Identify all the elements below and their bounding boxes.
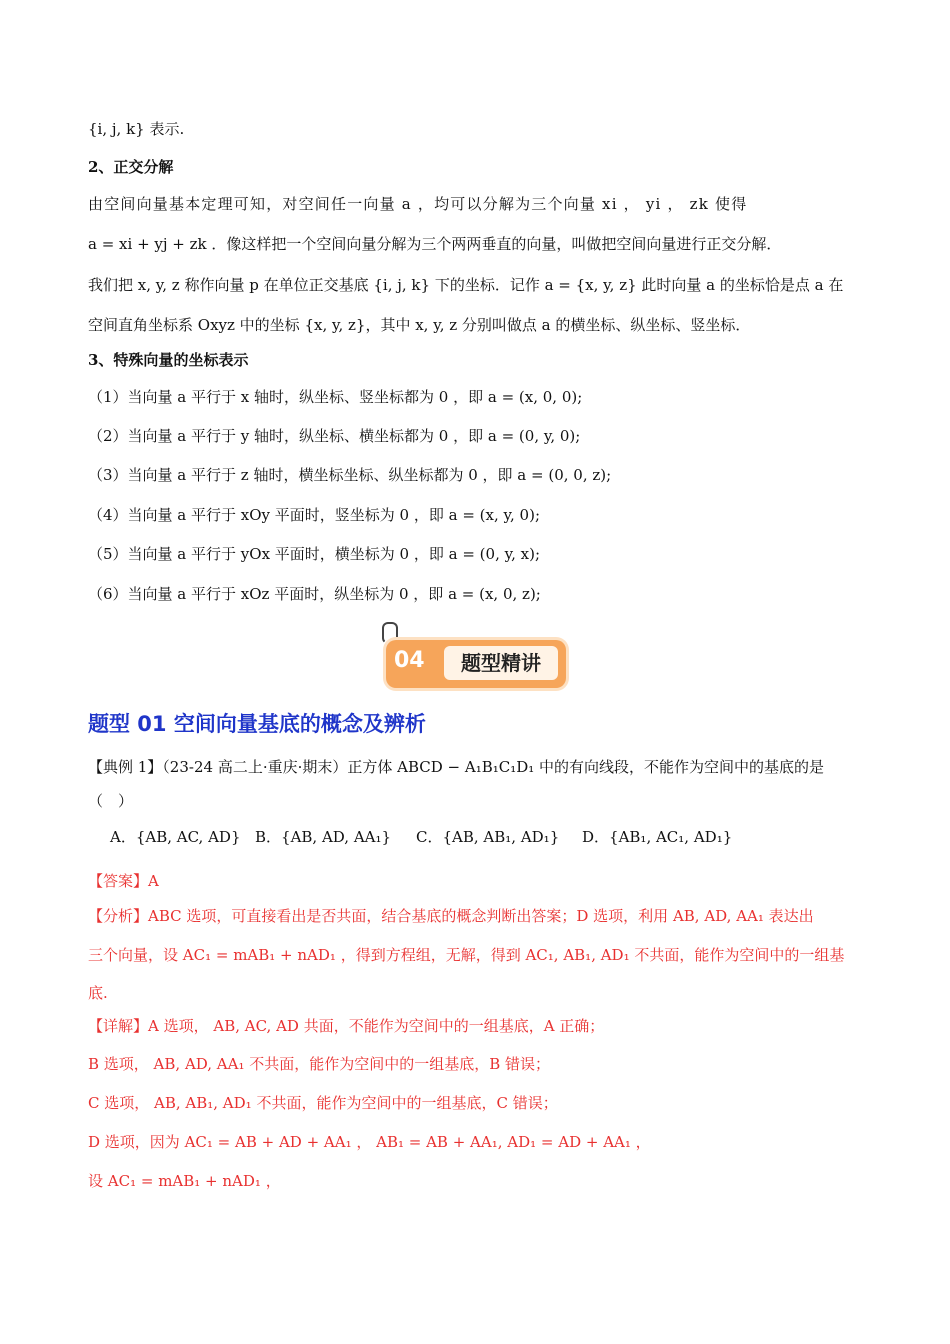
option-a: A．{AB, AC, AD} [110,828,241,846]
case-2: （2）当向量 a 平行于 y 轴时，纵坐标、横坐标都为 0 ，即 a = (0, y, 0); [88,427,581,445]
example-line-2: （ ） [88,792,134,810]
case-4: （4）当向量 a 平行于 xOy 平面时，竖坐标为 0 ，即 a = (x, y, 0); [88,506,541,524]
detail-line-3: C 选项， AB, AB₁, AD₁ 不共面，能作为空间中的一组基底，C 错误； [88,1094,558,1112]
detail-line-4: D 选项，因为 AC₁ = AB + AD + AA₁ ， AB₁ = AB + AA₁, AD₁ = AD + AA₁ ， [88,1133,651,1151]
analysis-line-2: 三个向量，设 AC₁ = mAB₁ + nAD₁ ，得到方程组，无解，得到 AC₁, AB₁, AD₁ 不共面，能作为空间中的一组基 [88,946,845,964]
paragraph-line-3: 我们把 x, y, z 称作向量 p 在单位正交基底 {i, j, k} 下的坐标．记作 a = {x, y, z} 此时向量 a 的坐标恰是点 a 在 [88,276,844,294]
paragraph-line-2: a = xi + yj + zk ．像这样把一个空间向量分解为三个两两垂直的向量，叫做把空间向量进行正交分解． [88,235,782,253]
badge-label: 题型精讲 [444,646,558,680]
answer-line: 【答案】A [88,872,159,890]
example-line-1: 【典例 1】（23-24 高二上·重庆·期末）正方体 ABCD − A₁B₁C₁D₁ 中的有向线段，不能作为空间中的基底的是 [88,758,825,776]
section-title: 题型 01 空间向量基底的概念及辨析 [88,712,426,736]
case-5: （5）当向量 a 平行于 yOx 平面时，横坐标为 0 ，即 a = (0, y, x); [88,545,541,563]
text-line-basis: {i, j, k} 表示. [88,120,185,138]
detail-line-5: 设 AC₁ = mAB₁ + nAD₁ ， [88,1172,281,1190]
analysis-line-3: 底. [88,984,108,1002]
detail-line-2: B 选项， AB, AD, AA₁ 不共面，能作为空间中的一组基底，B 错误； [88,1055,551,1073]
paragraph-line-1: 由空间向量基本定理可知，对空间任一向量 a ，均可以分解为三个向量 xi ， yi ， zk 使得 [88,195,748,213]
detail-line-1: 【详解】A 选项， AB, AC, AD 共面，不能作为空间中的一组基底，A 正确； [88,1017,605,1035]
badge-number: 04 [394,648,425,673]
case-6: （6）当向量 a 平行于 xOz 平面时，纵坐标为 0 ，即 a = (x, 0, z); [88,585,541,603]
option-d: D．{AB₁, AC₁, AD₁} [582,828,733,846]
heading-special-vectors: 3、特殊向量的坐标表示 [88,351,249,369]
paragraph-line-4: 空间直角坐标系 Oxyz 中的坐标 {x, y, z}，其中 x, y, z 分别叫做点 a 的横坐标、纵坐标、竖坐标． [88,316,751,334]
analysis-line-1: 【分析】ABC 选项，可直接看出是否共面，结合基底的概念判断出答案；D 选项，利用 AB, AD, AA₁ 表达出 [88,907,814,925]
heading-orthogonal-decomposition: 2、正交分解 [88,158,174,176]
case-1: （1）当向量 a 平行于 x 轴时，纵坐标、竖坐标都为 0 ，即 a = (x, 0, 0); [88,388,583,406]
option-c: C．{AB, AB₁, AD₁} [416,828,560,846]
option-b: B．{AB, AD, AA₁} [255,828,392,846]
section-badge [386,640,566,688]
case-3: （3）当向量 a 平行于 z 轴时，横坐标坐标、纵坐标都为 0 ，即 a = (0, 0, z); [88,466,612,484]
